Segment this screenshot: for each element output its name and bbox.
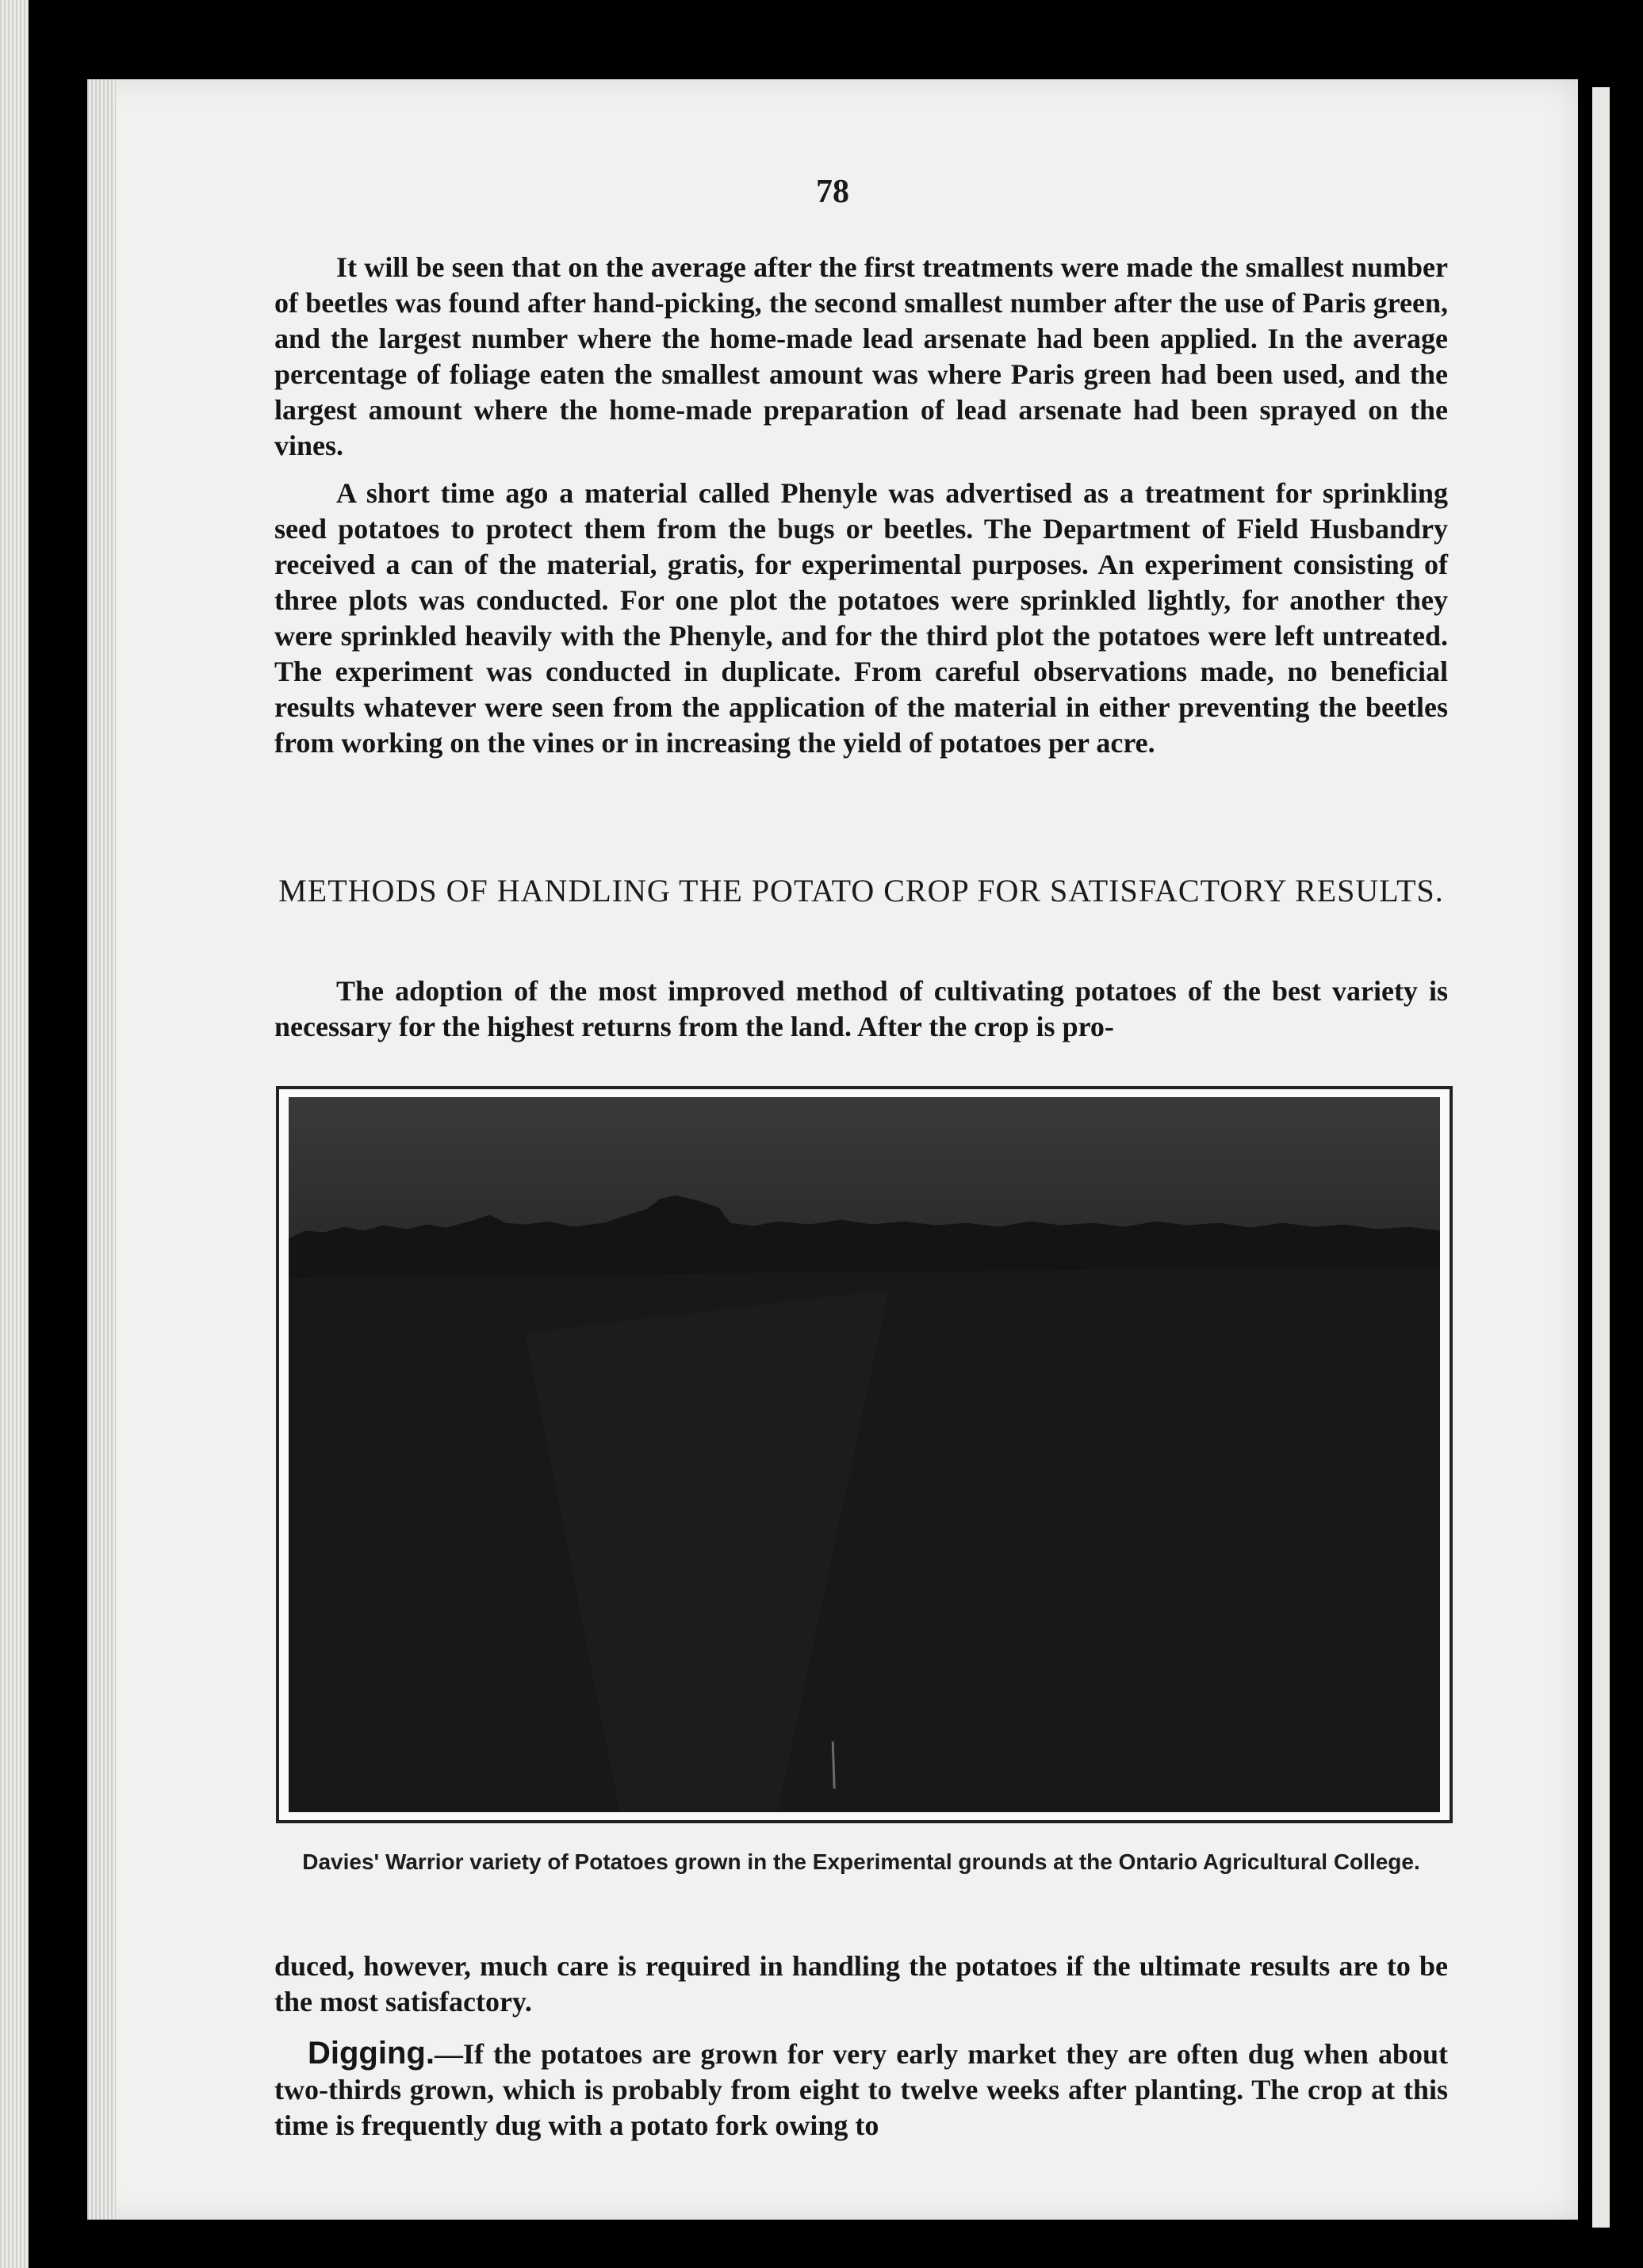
figure-photo-frame (276, 1086, 1453, 1823)
page-binding-edge (87, 79, 116, 2220)
section-heading: METHODS OF HANDLING THE POTATO CROP FOR SATISFACTORY RESULTS. (278, 873, 1444, 908)
book-page (87, 79, 1578, 2220)
book-gutter-edge (0, 0, 29, 2268)
digging-run-in-heading: Digging. (308, 2036, 435, 2071)
paragraph-section-intro: The adoption of the most improved method of cultivating potatoes of the best variety is necessary for the highest returns from the land. After the crop is pro- (274, 975, 1448, 1042)
potato-field-image (289, 1097, 1440, 1812)
paragraph-continuation: duced, however, much care is required in handling the potatoes if the ultimate results are to be the most satisfactory. (274, 1950, 1448, 2017)
paragraph-phenyle-experiment: A short time ago a material called Phenyle was advertised as a treatment for sprinkling seed potatoes to protect them from the bugs or beetles. The Department of Field Husbandry received a can of the material, gratis, for experimental purposes. An experiment consisting of three plots was conducted. For one plot the potatoes were sprinkled lightly, for another they were sprinkled heavily with the Phenyle, and for the third plot the potatoes were left untreated. The experiment was conducted in duplicate. From careful observations made, no beneficial results whatever were seen from the application of the material in either preventing the beetles from working on the vines or in increasing the yield of potatoes per acre. (274, 477, 1448, 759)
paragraph-beetle-results: It will be seen that on the average after the first treatments were made the smallest number of beetles was found after hand-picking, the second smallest number after the use of Paris green, and the largest number where the home-made lead arsenate had been applied. In the average percentage of foliage eaten the smallest amount was where Paris green had been used, and the largest amount where the home-made preparation of lead arsenate had been sprayed on the vines. (274, 251, 1448, 461)
paragraph-digging (274, 2036, 1448, 2144)
figure-caption: Davies' Warrior variety of Potatoes grown in the Experimental grounds at the Ontario Agricultural College. (302, 1849, 1420, 1874)
digging-text: —If the potatoes are grown for very early market they are often dug when about two-thirds grown, which is probably from eight to twelve weeks after planting. The crop at this time is frequently dug with a potato fork owing to (274, 2038, 1448, 2141)
potato-field-photo (289, 1097, 1440, 1812)
page-number: 78 (816, 174, 849, 210)
adjacent-page-edge (1592, 87, 1610, 2228)
